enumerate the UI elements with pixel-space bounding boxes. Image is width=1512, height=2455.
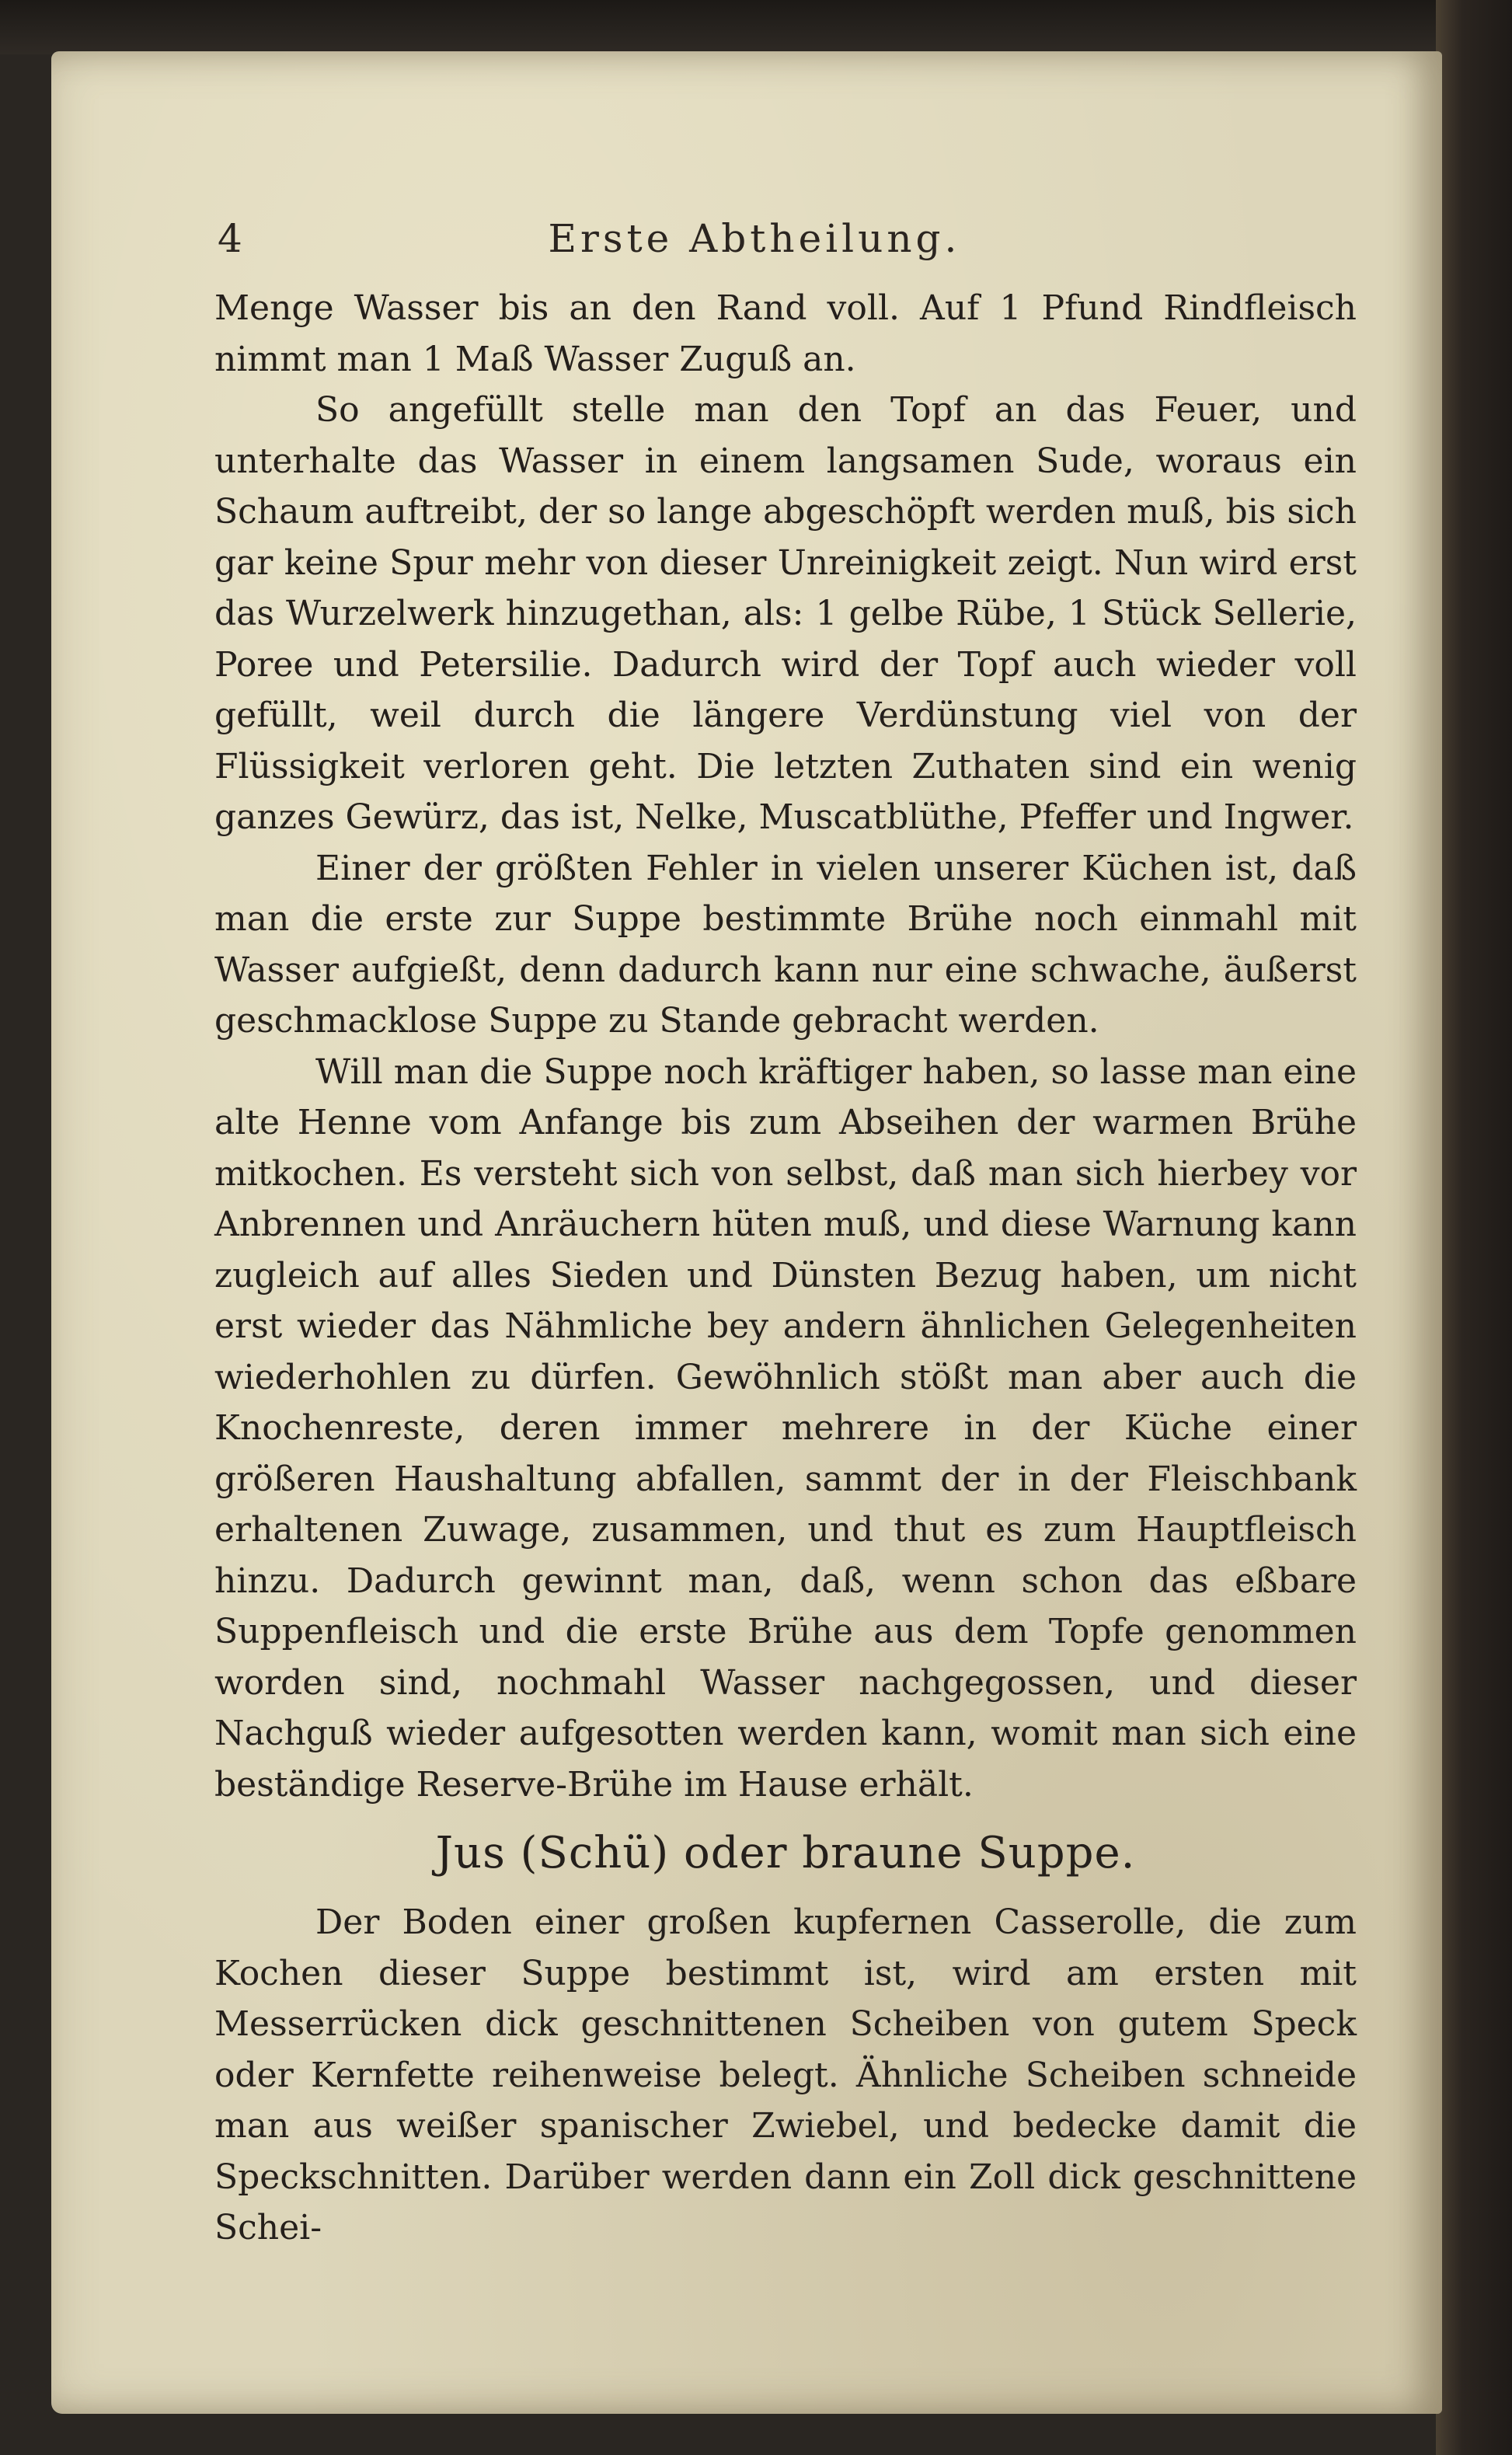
page-number: 4 — [218, 216, 242, 261]
body-text — [214, 283, 1357, 2254]
paragraph-1: Menge Wasser bis an den Rand voll. Auf 1 Pfund Rindfleisch nimmt man 1 Maß Wasser Zuguß an. — [214, 288, 1357, 379]
paragraph-3: Einer der größten Fehler in vielen unserer Küchen ist, daß man die erste zur Suppe bestimmte Brühe noch einmahl mit Wasser aufgießt, denn dadurch kann nur eine schwache, äußerst geschmacklose Suppe zu Stande gebracht werden. — [214, 848, 1357, 1041]
paragraph-2: So angefüllt stelle man den Topf an das Feuer, und unterhalte das Wasser in einem langsamen Sude, woraus ein Schaum auftreibt, der so lange abgeschöpft werden muß, bis sich gar keine Spur mehr von dieser Unreinigkeit zeigt. Nun wird erst das Wurzelwerk hinzugethan, als: 1 gelbe Rübe, 1 Stück Sellerie, Poree und Petersilie. Dadurch wird der Topf auch wieder voll gefüllt, weil durch die längere Verdünstung viel von der Flüssigkeit verloren geht. Die letzten Zuthaten sind ein wenig ganzes Gewürz, das ist, Nelke, Muscatblüthe, Pfeffer und Ingwer. — [214, 390, 1357, 837]
running-head — [152, 211, 1357, 266]
paragraph-4: Will man die Suppe noch kräftiger haben, so lasse man eine alte Henne vom Anfange bis zum Abseihen der warmen Brühe mitkochen. Es versteht sich von selbst, daß man sich hierbey vor Anbrennen und Anräuchern hüten muß, und diese Warnung kann zugleich auf alles Sieden und Dünsten Bezug haben, um nicht erst wieder das Nähmliche bey andern ähnlichen Gelegenheiten wiederhohlen zu dürfen. Gewöhnlich stößt man aber auch die Knochenreste, deren immer mehrere in der Küche einer größeren Haushaltung abfallen, sammt der in der Fleischbank erhaltenen Zuwage, zusammen, und thut es zum Hauptfleisch hinzu. Dadurch gewinnt man, daß, wenn schon das eßbare Suppenfleisch und die erste Brühe aus dem Topfe genommen worden sind, nochmahl Wasser nachgegossen, und dieser Nachguß wieder aufgesotten werden kann, womit man sich eine beständige Reserve-Brühe im Hause erhält. — [214, 1051, 1357, 1805]
recipe-heading: Jus (Schü) oder braune Suppe. — [435, 1828, 1136, 1878]
scan-top-border — [0, 0, 1512, 54]
paragraph-5: Der Boden einer großen kupfernen Casserolle, die zum Kochen dieser Suppe bestimmt ist, wird am ersten mit Messerrücken dick geschnittenen Scheiben von gutem Speck oder Kernfette reihenweise belegt. Ähnliche Scheiben schneide man aus weißer spanischer Zwiebel, und bedecke damit die Speckschnitten. Darüber werden dann ein Zoll dick geschnittene Schei- — [214, 1902, 1357, 2248]
book-spine-edge — [1436, 0, 1512, 2455]
running-title: Erste Abtheilung. — [548, 216, 961, 261]
